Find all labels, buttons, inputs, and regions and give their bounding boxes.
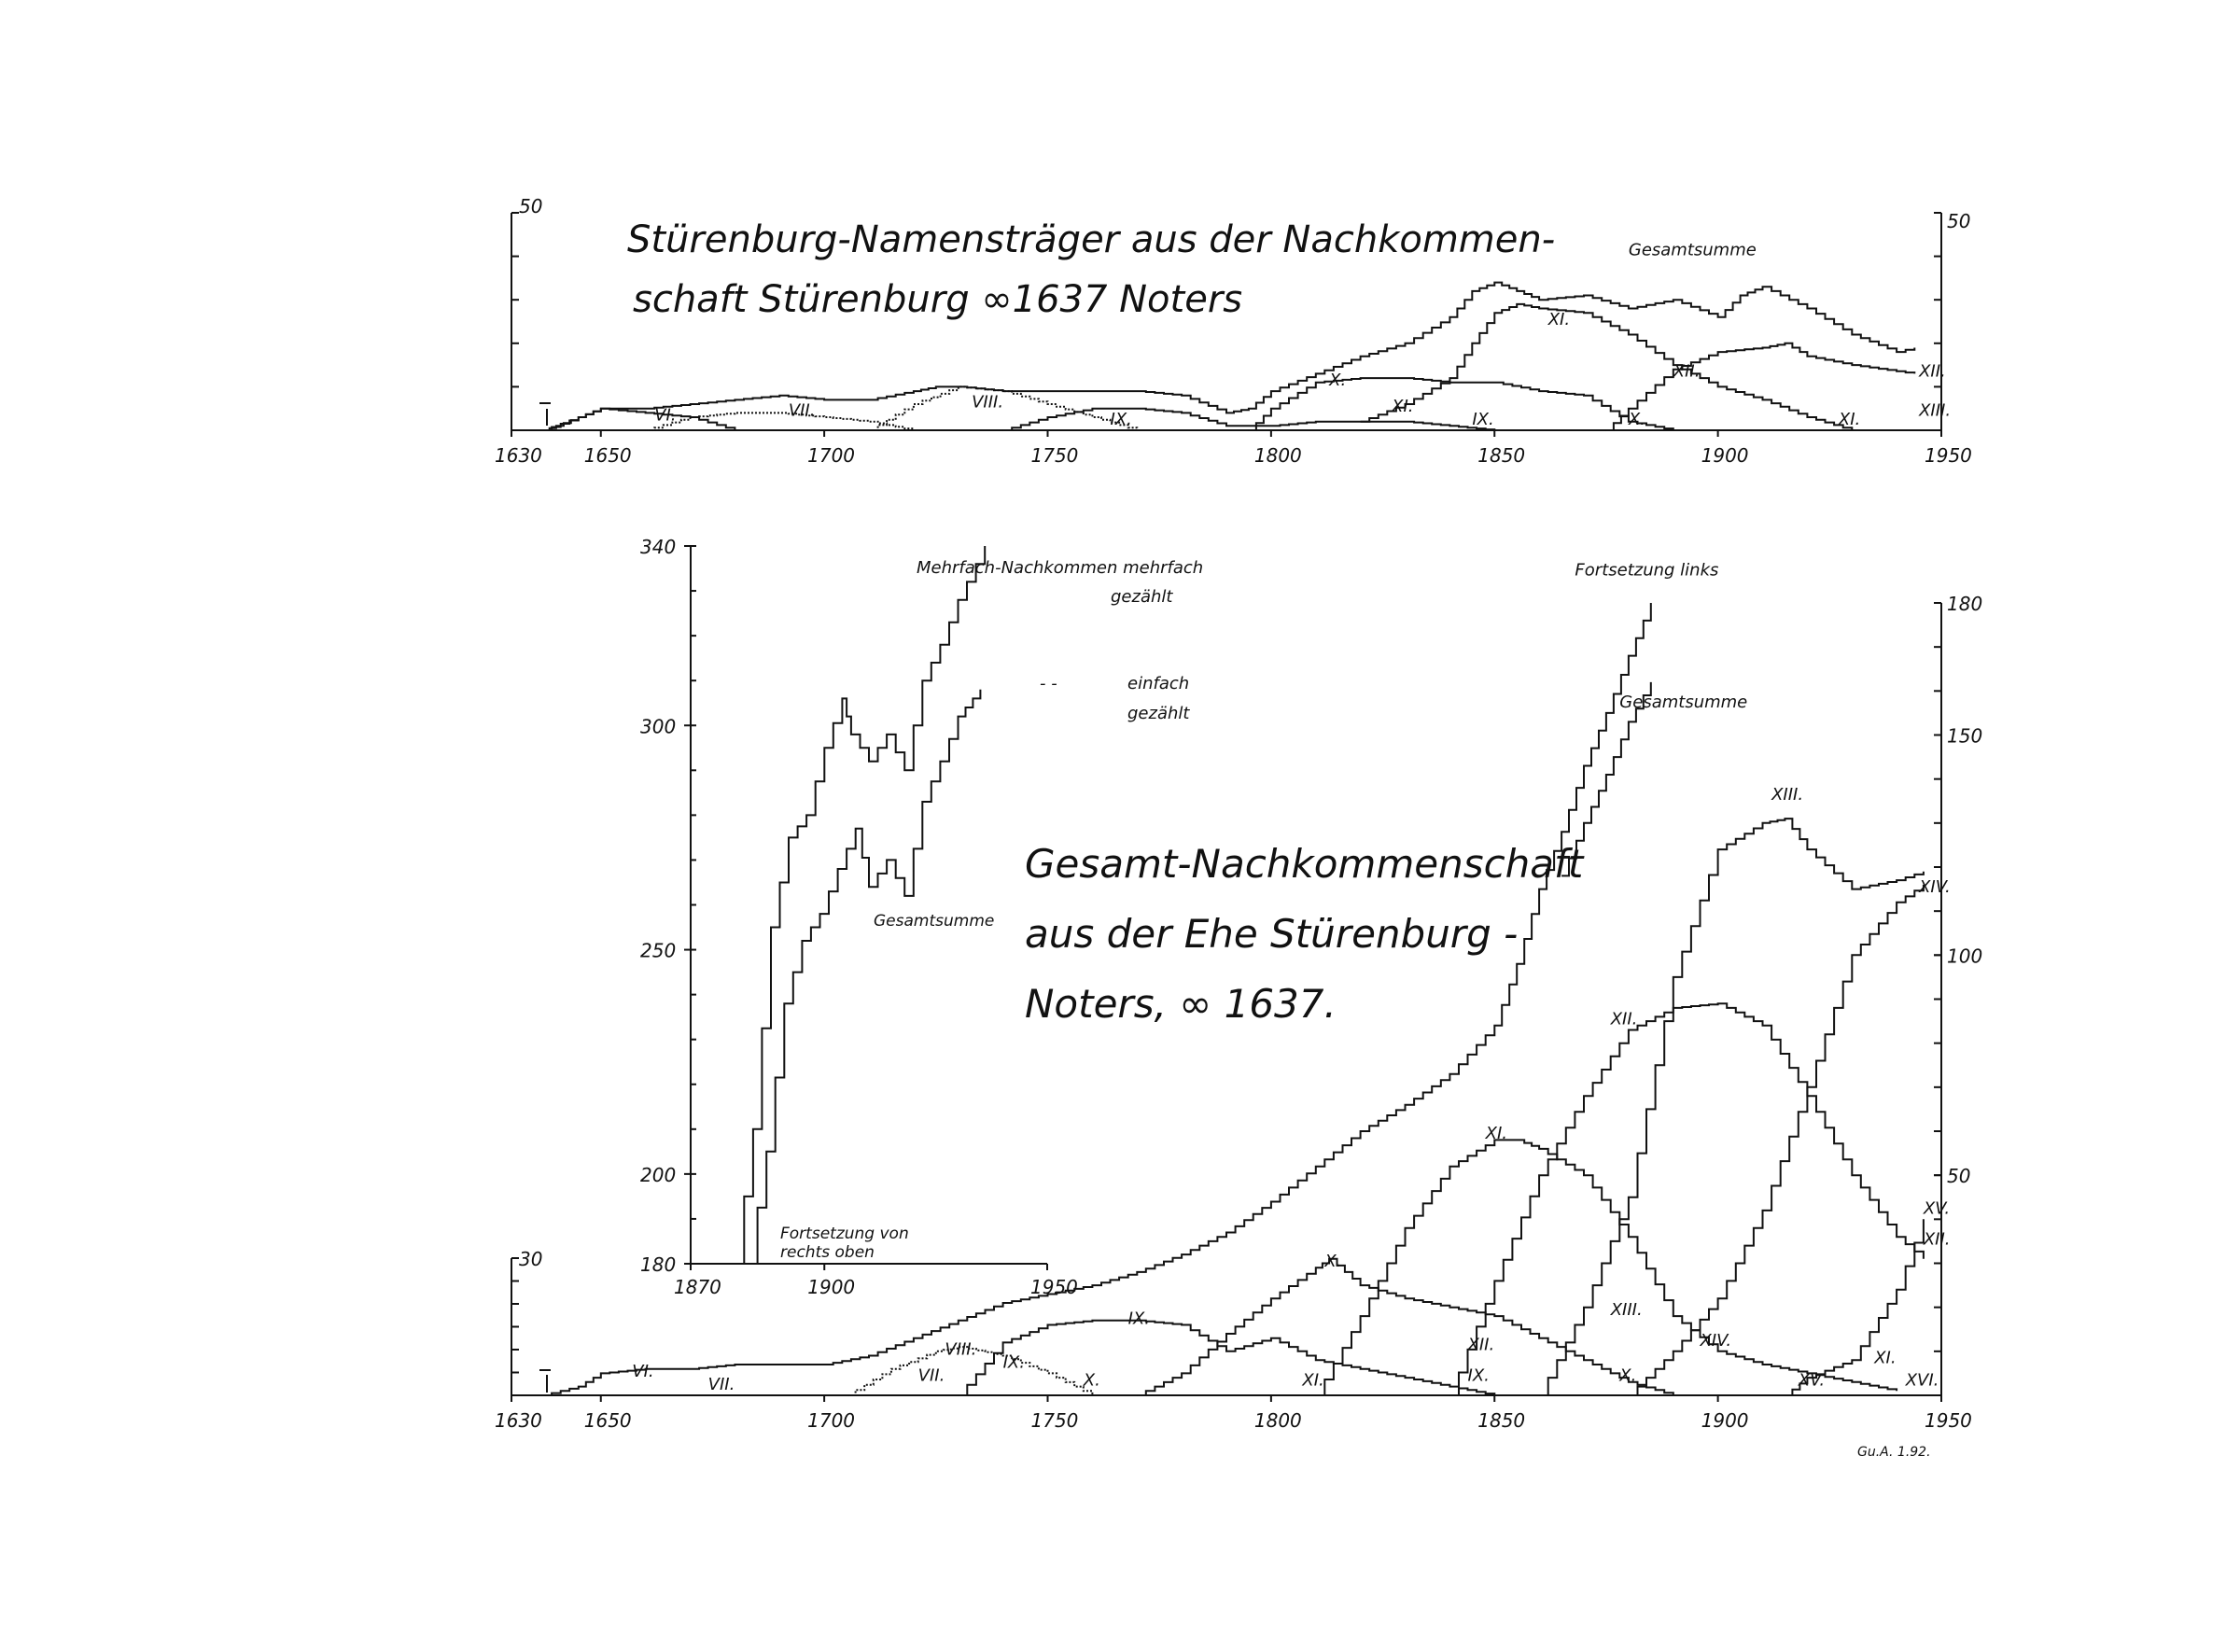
bottom-y-tick-label-150: 150 xyxy=(1947,724,1983,748)
bottom-annotation-xii-11: XII. xyxy=(1467,1335,1495,1355)
bottom-title-line3: Noters, ∞ 1637. xyxy=(1025,981,1337,1027)
inset-y-tick-label-250: 250 xyxy=(640,939,677,962)
top-annotation-x-4: X. xyxy=(1329,371,1347,391)
inset-single-label-1: einfach xyxy=(1127,674,1190,693)
inset-x-tick-label-1900: 1900 xyxy=(807,1276,856,1298)
bottom-annotation-gesamtsumme-1: Gesamtsumme xyxy=(1619,692,1748,712)
bottom-annotation-xiii-9: XIII. xyxy=(1610,1299,1643,1320)
top-annotation-ix-6: IX. xyxy=(1472,410,1494,429)
bottom-title-line2: aus der Ehe Stürenburg - xyxy=(1025,911,1519,957)
inset-series-einfach-gez-hlt-1 xyxy=(749,690,980,1264)
bottom-series-xiii-5 xyxy=(1539,819,1924,1395)
inset-y-tick-label-340: 340 xyxy=(640,536,677,558)
inset-multi-label-2: gezählt xyxy=(1111,587,1173,607)
bottom-annotation-xiv-3: XIV. xyxy=(1919,877,1951,898)
bottom-x-tick-label-1650: 1650 xyxy=(583,1409,632,1432)
top-x-tick-label-1900: 1900 xyxy=(1701,444,1749,467)
origin-marker-bottom xyxy=(539,1370,551,1393)
bottom-x-tick-label-1700: 1700 xyxy=(807,1409,856,1432)
inset-multi-label-1: Mehrfach-Nachkommen mehrfach xyxy=(917,558,1204,578)
bottom-annotation-xi-5: XI. xyxy=(1485,1124,1508,1144)
top-series-xi-1 xyxy=(1361,304,1853,430)
top-annotation-x-7: X. xyxy=(1628,410,1645,429)
bottom-annotation-xii-4: XII. xyxy=(1610,1009,1638,1029)
inset-x-tick-label-1870: 1870 xyxy=(674,1276,721,1298)
inset-sum-label: Gesamtsumme xyxy=(874,912,995,931)
bottom-annotation-viii-18: VIII. xyxy=(945,1339,977,1360)
top-x-tick-label-1850: 1850 xyxy=(1477,444,1526,467)
top-x-tick-label-1750: 1750 xyxy=(1030,444,1079,467)
top-annotation-vi-12: VI. xyxy=(654,405,677,426)
top-x-tick-label-1950: 1950 xyxy=(1925,444,1972,467)
bottom-x-ticks xyxy=(495,1395,1972,1432)
top-y-tick-left: 50 xyxy=(519,195,543,217)
bottom-annotation-xiii-2: XIII. xyxy=(1771,784,1804,805)
bottom-y-tick-label-100: 100 xyxy=(1947,945,1983,968)
bottom-x-tick-label-1900: 1900 xyxy=(1701,1409,1749,1432)
top-annotation-vii-11: VII. xyxy=(788,400,816,421)
inset-series-group xyxy=(735,546,985,1264)
bottom-annotation-ix-12: IX. xyxy=(1467,1365,1490,1386)
bottom-x-tick-label-1800: 1800 xyxy=(1253,1409,1302,1432)
top-series-ix-6 xyxy=(1003,409,1495,430)
bottom-annotation-xi-22: XI. xyxy=(1302,1370,1324,1391)
top-annotation-xii-2: XII. xyxy=(1919,361,1946,382)
bottom-annotation-ix-20: IX. xyxy=(1002,1352,1025,1373)
top-y-tick-right: 50 xyxy=(1947,210,1971,232)
bottom-annotation-x-13: X. xyxy=(1619,1365,1637,1386)
top-chart xyxy=(495,195,1972,467)
bottom-annotation-ix-17: IX. xyxy=(1127,1309,1151,1329)
bottom-annotation-vii-24: VII. xyxy=(707,1375,735,1394)
bottom-annotation-fortsetzung-links-0: Fortsetzung links xyxy=(1575,560,1719,581)
top-annotation-xi-8: XI. xyxy=(1838,410,1861,429)
inset-y-tick-label-180: 180 xyxy=(640,1253,677,1276)
top-x-tick-label-1650: 1650 xyxy=(583,444,632,467)
bottom-series-x-2 xyxy=(1137,1259,1673,1395)
inset-single-marks: - - xyxy=(1040,674,1057,693)
top-annotation-xi-5: XI. xyxy=(1392,397,1414,417)
bottom-x-tick-label-1630: 1630 xyxy=(495,1409,542,1432)
top-annotation-viii-10: VIII. xyxy=(972,392,1004,413)
bottom-x-tick-label-1950: 1950 xyxy=(1925,1409,1972,1432)
top-x-tick-label-1630: 1630 xyxy=(495,444,542,467)
bottom-annotation-xvi-16: XVI. xyxy=(1905,1370,1939,1391)
bottom-annotation-vi-23: VI. xyxy=(632,1361,654,1381)
bottom-y-tick-label-180: 180 xyxy=(1947,593,1983,615)
top-annotation-xi-1: XI. xyxy=(1547,309,1571,329)
bottom-series-xv-7 xyxy=(1785,1219,1923,1395)
top-x-ticks xyxy=(495,430,1972,467)
bottom-annotation-xi-15: XI. xyxy=(1874,1348,1897,1368)
top-series-xii-2 xyxy=(1606,343,1914,430)
bottom-title-line1: Gesamt-Nachkommenschaft xyxy=(1025,841,1584,887)
inset-x-tick-label-1950: 1950 xyxy=(1030,1276,1078,1298)
bottom-annotation-x-6: X. xyxy=(1324,1251,1342,1271)
bottom-chart xyxy=(495,536,1982,1460)
top-x-tick-label-1700: 1700 xyxy=(807,444,856,467)
top-annotation-ix-13: IX. xyxy=(1110,410,1132,429)
inset-continuation-1: Fortsetzung von xyxy=(780,1225,909,1243)
inset-x-ticks xyxy=(674,1264,1078,1298)
bottom-annotation-vii-19: VII. xyxy=(917,1365,945,1386)
top-x-tick-label-1800: 1800 xyxy=(1253,444,1302,467)
inset-single-label-2: gezählt xyxy=(1127,704,1190,723)
top-title-line1: Stürenburg-Namensträger aus der Nachkommen- xyxy=(627,218,1556,261)
inset-y-ticks xyxy=(640,536,696,1276)
top-annotation-xiii-9: XIII. xyxy=(1919,400,1952,421)
bottom-x-tick-label-1850: 1850 xyxy=(1477,1409,1526,1432)
bottom-y-tick-left: 30 xyxy=(519,1248,543,1270)
inset-series-mehrfach-nachkommen-mehrfach-gez-hlt-0 xyxy=(735,546,985,1264)
bottom-series-xi-3 xyxy=(1316,1140,1897,1395)
origin-marker-top xyxy=(539,403,551,426)
bottom-annotation-xiv-10: XIV. xyxy=(1700,1330,1732,1351)
bottom-annotations xyxy=(632,560,1950,1394)
bottom-series-xii-4 xyxy=(1449,1003,1923,1395)
bottom-annotation-xv-7: XV. xyxy=(1923,1198,1951,1219)
bottom-x-tick-label-1750: 1750 xyxy=(1030,1409,1079,1432)
bottom-series-ix-8 xyxy=(959,1321,1495,1395)
inset-y-tick-label-200: 200 xyxy=(640,1163,677,1186)
bottom-y-tick-label-50: 50 xyxy=(1947,1165,1971,1188)
signature: Gu.A. 1.92. xyxy=(1857,1445,1931,1460)
top-annotation-xii-3: XII. xyxy=(1673,361,1701,382)
top-annotations xyxy=(654,240,1951,429)
bottom-annotation-x-21: X. xyxy=(1083,1370,1100,1391)
top-annotation-gesamtsumme-0: Gesamtsumme xyxy=(1628,240,1757,260)
inset-y-tick-label-300: 300 xyxy=(640,715,677,738)
bottom-annotation-xii-8: XII. xyxy=(1923,1229,1951,1250)
bottom-annotation-xv-14: XV. xyxy=(1798,1370,1826,1391)
inset-continuation-2: rechts oben xyxy=(780,1243,875,1262)
top-title-line2: schaft Stürenburg ∞1637 Noters xyxy=(633,278,1243,321)
